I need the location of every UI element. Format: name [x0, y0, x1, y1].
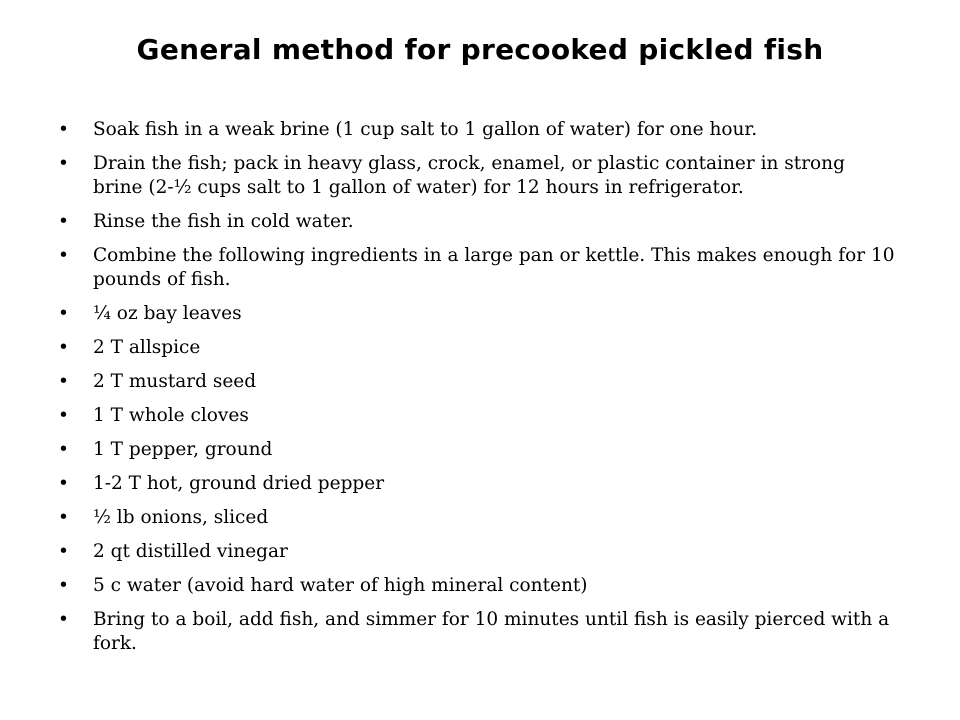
list-item — [58, 210, 898, 234]
bullet-icon: • — [58, 119, 69, 140]
list-item — [58, 118, 898, 142]
list-item — [58, 438, 898, 462]
bullet-text: Rinse the fish in cold water. — [93, 211, 354, 232]
bullet-text: ¼ oz bay leaves — [93, 303, 242, 324]
list-item — [58, 404, 898, 428]
bullet-text: 2 T allspice — [93, 337, 201, 358]
list-item — [58, 336, 898, 360]
list-item — [58, 370, 898, 394]
bullet-text: Soak fish in a weak brine (1 cup salt to 1 gallon of water) for one hour. — [93, 119, 758, 140]
bullet-text: 1 T whole cloves — [93, 405, 249, 426]
list-item — [58, 574, 898, 598]
bullet-text: 2 T mustard seed — [93, 371, 257, 392]
list-item — [58, 152, 898, 200]
bullet-icon: • — [58, 371, 69, 392]
list-item — [58, 506, 898, 530]
bullet-icon: • — [58, 439, 69, 460]
bullet-icon: • — [58, 245, 69, 266]
bullet-icon: • — [58, 303, 69, 324]
list-item — [58, 540, 898, 564]
bullet-icon: • — [58, 211, 69, 232]
bullet-text: 1-2 T hot, ground dried pepper — [93, 473, 385, 494]
bullet-icon: • — [58, 541, 69, 562]
bullet-icon: • — [58, 507, 69, 528]
bullet-text: Combine the following ingredients in a large pan or kettle. This makes enough for 10 pounds of fish. — [93, 245, 895, 290]
list-item — [58, 244, 898, 292]
bullet-text: Bring to a boil, add fish, and simmer for 10 minutes until fish is easily pierced with a fork. — [93, 609, 890, 654]
bullet-icon: • — [58, 575, 69, 596]
bullet-icon: • — [58, 337, 69, 358]
bullet-list — [58, 118, 898, 666]
bullet-text: Drain the fish; pack in heavy glass, crock, enamel, or plastic container in strong brine (2-½ cups salt to 1 gallon of water) for 12 hours in refrigerator. — [93, 153, 845, 198]
bullet-icon: • — [58, 153, 69, 174]
list-item — [58, 608, 898, 656]
bullet-icon: • — [58, 405, 69, 426]
bullet-text: ½ lb onions, sliced — [93, 507, 269, 528]
bullet-text: 5 c water (avoid hard water of high mineral content) — [93, 575, 588, 596]
bullet-icon: • — [58, 609, 69, 630]
bullet-icon: • — [58, 473, 69, 494]
bullet-text: 1 T pepper, ground — [93, 439, 273, 460]
list-item — [58, 472, 898, 496]
slide-title: General method for precooked pickled fish — [136, 33, 824, 66]
list-item — [58, 302, 898, 326]
bullet-text: 2 qt distilled vinegar — [93, 541, 288, 562]
